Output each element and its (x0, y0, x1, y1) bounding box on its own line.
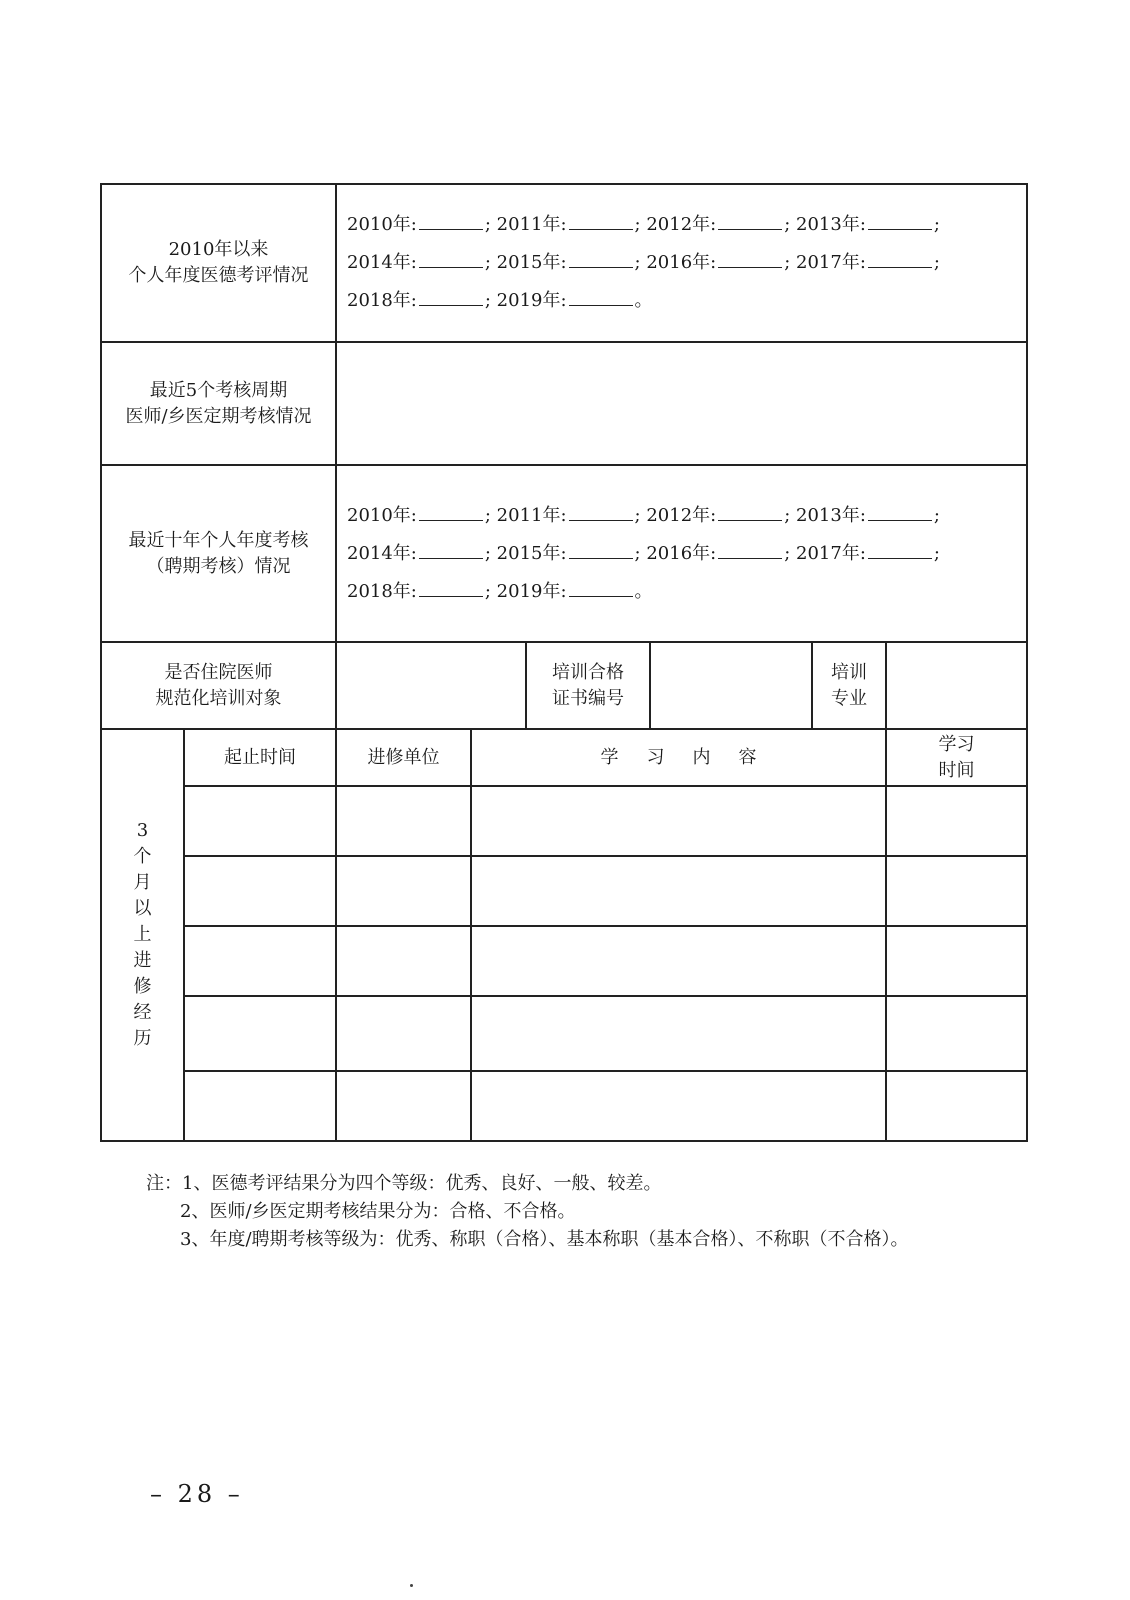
scan-speck (410, 1584, 413, 1587)
annual-2019-blank[interactable] (569, 576, 633, 597)
period-cell[interactable] (184, 926, 336, 996)
annual-exam-label: 最近十年个人年度考核 （聘期考核）情况 (101, 465, 336, 642)
annual-exam-row (101, 465, 1027, 642)
content-cell[interactable] (471, 926, 886, 996)
duration-cell[interactable] (886, 996, 1027, 1071)
year-line: 2018年: ; 2019年: 。 (347, 573, 1026, 611)
content-cell[interactable] (471, 996, 886, 1071)
periodic-exam-row (101, 342, 1027, 465)
periodic-exam-input[interactable] (336, 342, 1027, 465)
moral-eval-row (101, 184, 1027, 342)
cert-number-label: 培训合格 证书编号 (526, 642, 650, 729)
unit-cell[interactable] (336, 996, 471, 1071)
moral-2012-blank[interactable] (718, 209, 782, 230)
duration-cell[interactable] (886, 1071, 1027, 1141)
moral-2013-blank[interactable] (868, 209, 932, 230)
annual-exam-years (336, 465, 1027, 642)
note-3: 3、年度/聘期考核等级为：优秀、称职（合格）、基本称职（基本合格）、不称职（不合格）。 (180, 1229, 909, 1250)
moral-2014-blank[interactable] (419, 247, 483, 268)
table-row (101, 856, 1027, 926)
header-content: 学习内容 (471, 729, 886, 786)
residency-label: 是否住院医师 规范化培训对象 (101, 642, 336, 729)
annual-2012-blank[interactable] (718, 500, 782, 521)
page-number: – 28 – (150, 1480, 244, 1508)
moral-2010-blank[interactable] (419, 209, 483, 230)
residency-input[interactable] (336, 642, 526, 729)
unit-cell[interactable] (336, 856, 471, 926)
duration-cell[interactable] (886, 786, 1027, 856)
moral-2018-blank[interactable] (419, 285, 483, 306)
period-cell[interactable] (184, 996, 336, 1071)
year-line: 2010年: ; 2011年: ; 2012年: ; 2013年: ; (347, 497, 1026, 535)
training-specialty-label: 培训 专业 (812, 642, 886, 729)
note-1: 注：1、医德考评结果分为四个等级：优秀、良好、一般、较差。 (146, 1173, 662, 1194)
year-line: 2018年: ; 2019年: 。 (347, 282, 1026, 320)
year-line: 2010年: ; 2011年: ; 2012年: ; 2013年: ; (347, 206, 1026, 244)
moral-2019-blank[interactable] (569, 285, 633, 306)
moral-eval-years (336, 184, 1027, 342)
moral-2017-blank[interactable] (868, 247, 932, 268)
annual-2010-blank[interactable] (419, 500, 483, 521)
period-cell[interactable] (184, 1071, 336, 1141)
header-duration: 学习 时间 (886, 729, 1027, 786)
annual-2013-blank[interactable] (868, 500, 932, 521)
content-cell[interactable] (471, 1071, 886, 1141)
moral-2016-blank[interactable] (718, 247, 782, 268)
header-unit: 进修单位 (336, 729, 471, 786)
period-cell[interactable] (184, 786, 336, 856)
cert-number-input[interactable] (650, 642, 812, 729)
unit-cell[interactable] (336, 926, 471, 996)
table-row (101, 926, 1027, 996)
training-specialty-input[interactable] (886, 642, 1027, 729)
note-2: 2、医师/乡医定期考核结果分为：合格、不合格。 (180, 1201, 576, 1222)
header-period: 起止时间 (184, 729, 336, 786)
period-cell[interactable] (184, 856, 336, 926)
annual-2011-blank[interactable] (569, 500, 633, 521)
year-line: 2014年: ; 2015年: ; 2016年: ; 2017年: ; (347, 535, 1026, 573)
periodic-exam-label: 最近5个考核周期 医师/乡医定期考核情况 (101, 342, 336, 465)
annual-2016-blank[interactable] (718, 538, 782, 559)
study-vertical-label: 3 个 月 以 上 进 修 经 历 (101, 729, 184, 1141)
table-row (101, 996, 1027, 1071)
application-form-table (100, 183, 1028, 1142)
moral-2011-blank[interactable] (569, 209, 633, 230)
annual-2015-blank[interactable] (569, 538, 633, 559)
annual-2018-blank[interactable] (419, 576, 483, 597)
annual-2014-blank[interactable] (419, 538, 483, 559)
notes (146, 1170, 909, 1254)
table-row (101, 1071, 1027, 1141)
moral-2015-blank[interactable] (569, 247, 633, 268)
study-header-row (101, 729, 1027, 786)
content-cell[interactable] (471, 786, 886, 856)
year-line: 2014年: ; 2015年: ; 2016年: ; 2017年: ; (347, 244, 1026, 282)
unit-cell[interactable] (336, 1071, 471, 1141)
residency-row (101, 642, 1027, 729)
duration-cell[interactable] (886, 926, 1027, 996)
duration-cell[interactable] (886, 856, 1027, 926)
annual-2017-blank[interactable] (868, 538, 932, 559)
content-cell[interactable] (471, 856, 886, 926)
unit-cell[interactable] (336, 786, 471, 856)
table-row (101, 786, 1027, 856)
moral-eval-label: 2010年以来 个人年度医德考评情况 (101, 184, 336, 342)
